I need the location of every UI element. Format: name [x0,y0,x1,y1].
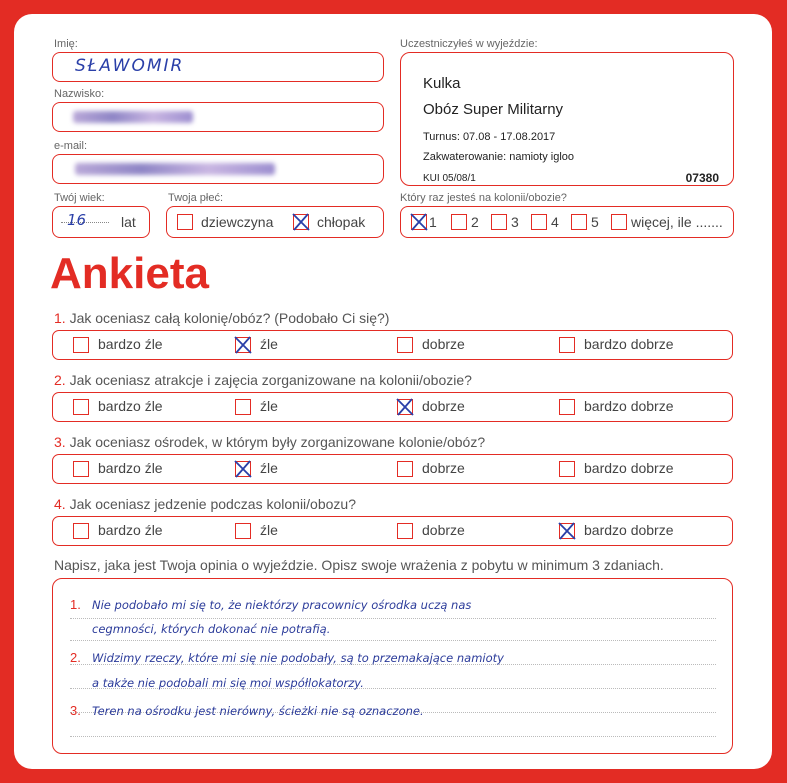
rating-option-label: dobrze [422,460,465,476]
rating-checkbox[interactable] [235,337,251,353]
rating-checkbox[interactable] [397,461,413,477]
opinion-line-text: Widzimy rzeczy, które mi się nie podobały, są to przemakające namioty [92,651,504,665]
rating-checkbox[interactable] [559,461,575,477]
rating-checkbox[interactable] [235,523,251,539]
visit-option-more-checkbox[interactable] [611,214,627,230]
camp-number: 07380 [685,171,719,185]
rating-row [52,392,733,422]
visit-option-4-checkbox[interactable] [531,214,547,230]
email-label: e-mail: [54,140,88,152]
rating-option-label: źle [260,460,278,476]
rating-option-label: bardzo dobrze [584,336,674,352]
rating-checkbox[interactable] [73,399,89,415]
rating-option-label: bardzo źle [98,336,163,352]
visit-label: Który raz jesteś na kolonii/obozie? [400,192,567,204]
opinion-prompt: Napisz, jaka jest Twoja opinia o wyjeździe. Opisz swoje wrażenia z pobytu w minimum 3 zdaniach. [54,557,664,573]
check-mark-icon [408,211,430,233]
participant-label: Uczestniczyłeś w wyjeździe: [400,38,538,50]
visit-field [400,206,734,238]
visit-option-3-checkbox[interactable] [491,214,507,230]
name-value: SŁAWOMIR [75,56,185,76]
rating-option-label: źle [260,398,278,414]
gender-male-label: chłopak [317,214,366,230]
visit-option-2-checkbox[interactable] [451,214,467,230]
gender-female-checkbox[interactable] [177,214,193,230]
opinion-number-1: 1. [70,597,81,612]
visit-option-5-checkbox[interactable] [571,214,587,230]
rating-option-label: dobrze [422,336,465,352]
question-label: Jak oceniasz atrakcje i zajęcia zorganizowane na kolonii/obozie? [69,372,472,388]
question-number: 3. [54,434,66,450]
camp-accommodation: Zakwaterowanie: namioty igloo [423,151,575,163]
name-label: Imię: [54,38,78,50]
camp-turnus: Turnus: 07.08 - 17.08.2017 [423,131,556,143]
rating-option-label: bardzo źle [98,460,163,476]
rating-option-label: dobrze [422,398,465,414]
opinion-number-3: 3. [70,703,81,718]
gender-field [166,206,384,238]
camp-info-box [400,52,734,186]
surname-field[interactable] [52,102,384,132]
opinion-line [70,736,716,737]
age-unit: lat [121,214,136,230]
rating-checkbox[interactable] [397,523,413,539]
gender-label: Twoja płeć: [168,192,224,204]
rating-checkbox[interactable] [559,399,575,415]
question-label: Jak oceniasz całą kolonię/obóz? (Podobało Ci się?) [69,310,390,326]
question-text [54,310,389,326]
rating-option-label: bardzo źle [98,398,163,414]
check-mark-icon [394,396,416,418]
rating-option-label: bardzo dobrze [584,460,674,476]
check-mark-icon [556,520,578,542]
gender-female-label: dziewczyna [201,214,274,230]
rating-checkbox[interactable] [397,337,413,353]
opinion-number-2: 2. [70,650,81,665]
rating-checkbox[interactable] [397,399,413,415]
rating-row [52,454,733,484]
check-mark-icon [290,211,312,233]
rating-checkbox[interactable] [73,337,89,353]
question-number: 1. [54,310,66,326]
gender-male-checkbox[interactable] [293,214,309,230]
age-field[interactable] [52,206,150,238]
rating-option-label: dobrze [422,522,465,538]
rating-option-label: źle [260,522,278,538]
opinion-line [70,640,716,641]
visit-option-4-label: 4 [551,214,559,230]
question-label: Jak oceniasz jedzenie podczas kolonii/obozu? [69,496,356,512]
visit-option-5-label: 5 [591,214,599,230]
rating-option-label: źle [260,336,278,352]
age-label: Twój wiek: [54,192,105,204]
rating-checkbox[interactable] [235,399,251,415]
rating-checkbox[interactable] [73,461,89,477]
rating-option-label: bardzo dobrze [584,522,674,538]
opinion-line-text: a także nie podobali mi się moi współlokatorzy. [92,676,364,690]
rating-option-label: bardzo źle [98,522,163,538]
survey-card [14,14,772,769]
opinion-line-text: Teren na ośrodku jest nierówny, ścieżki nie są oznaczone. [92,704,424,718]
camp-code: KUI 05/08/1 [423,173,476,184]
surname-label: Nazwisko: [54,88,105,100]
email-field[interactable] [52,154,384,184]
rating-option-label: bardzo dobrze [584,398,674,414]
visit-option-more-label: więcej, ile ....... [631,214,723,230]
rating-row [52,516,733,546]
question-text [54,434,485,450]
question-number: 2. [54,372,66,388]
rating-checkbox[interactable] [559,337,575,353]
visit-option-2-label: 2 [471,214,479,230]
question-number: 4. [54,496,66,512]
name-field[interactable] [52,52,384,82]
question-text [54,372,472,388]
camp-name: Kulka [423,75,461,92]
redacted-surname [73,111,193,123]
check-mark-icon [232,334,254,356]
question-label: Jak oceniasz ośrodek, w którym były zorganizowane kolonie/obóz? [69,434,486,450]
question-text [54,496,356,512]
redacted-email [75,163,275,175]
page-title: Ankieta [50,249,209,298]
check-mark-icon [232,458,254,480]
camp-type: Obóz Super Militarny [423,101,564,118]
rating-checkbox[interactable] [235,461,251,477]
rating-checkbox[interactable] [559,523,575,539]
opinion-line-text: cegmności, których dokonać nie potrafią. [92,622,331,636]
rating-checkbox[interactable] [73,523,89,539]
rating-row [52,330,733,360]
age-value: 16 [67,211,87,229]
opinion-line-text: Nie podobało mi się to, że niektórzy pracownicy ośrodka uczą nas [92,598,472,612]
opinion-line [70,618,716,619]
visit-option-1-label: 1 [429,214,437,230]
visit-option-1-checkbox[interactable] [411,214,427,230]
visit-option-3-label: 3 [511,214,519,230]
